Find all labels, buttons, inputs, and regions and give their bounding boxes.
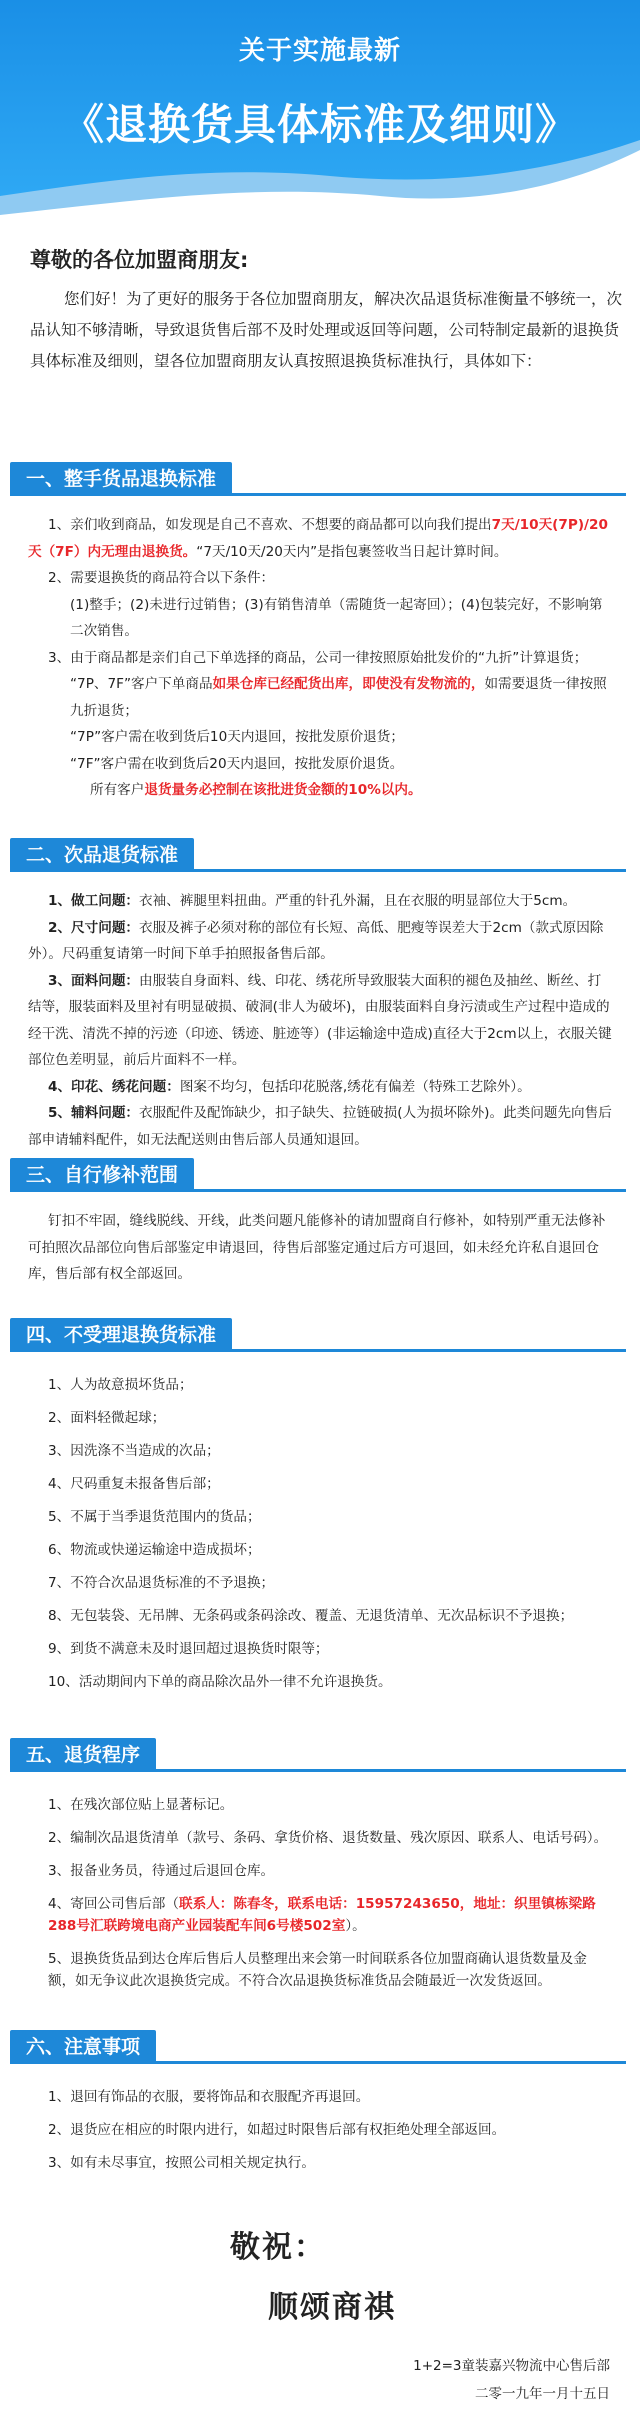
- greeting: 尊敬的各位加盟商朋友:: [30, 248, 249, 272]
- paragraph: “7F”客户需在收到货后20天内退回，按批发原价退货。: [70, 755, 404, 772]
- closing-wish: 敬祝：: [230, 2230, 326, 2265]
- paragraph: 3、面料问题：由服装自身面料、线、印花、绣花所导致服装大面积的褪色及抽丝、断丝、打结等，服装面料及里衬有明显破损、破洞(非人为破坏)，由服装面料自身污渍或生产过程中造成的经干洗、清洗不掉的污迹（印迹、锈迹、脏迹等）(非运输途中造成)直径大于2cm以上，衣服关键部位色差明显，前后片面料不一样。: [28, 972, 612, 1068]
- section-divider: [10, 1769, 626, 1772]
- signature: 1+2=3童装嘉兴物流中心售后部: [413, 2358, 610, 2374]
- page-title: 《退换货具体标准及细则》: [61, 100, 578, 149]
- list-item: 1、人为故意损坏货品；: [48, 1377, 193, 1393]
- list-item: 1、退回有饰品的衣服，要将饰品和衣服配齐再退回。: [48, 2089, 370, 2105]
- section-title: 五、退货程序: [10, 1738, 156, 1772]
- section-defect-standards: [10, 838, 626, 1153]
- section-return-procedure: [10, 1738, 626, 2003]
- section-divider: [10, 2061, 626, 2064]
- list-item: 3、报备业务员，待通过后退回仓库。: [48, 1863, 275, 1879]
- paragraph: 2、需要退换货的商品符合以下条件：: [48, 570, 275, 586]
- paragraph: 1、亲们收到商品，如发现是自己不喜欢、不想要的商品都可以向我们提出7天/10天(7P)/20天（7F）内无理由退换货。“7天/10天/20天内”是指包裹签收当日起计算时间。: [28, 517, 608, 560]
- list-item: 5、不属于当季退货范围内的货品；: [48, 1509, 261, 1525]
- section-divider: [10, 869, 626, 872]
- date: 二零一九年一月十五日: [475, 2386, 610, 2402]
- list-item: 6、物流或快递运输途中造成损坏；: [48, 1542, 261, 1558]
- paragraph: 4、印花、绣花问题：图案不均匀，包括印花脱落,绣花有偏差（特殊工艺除外）。: [48, 1078, 531, 1095]
- paragraph: 所有客户退货量务必控制在该批进货金额的10%以内。: [90, 782, 422, 798]
- list-item: 2、编制次品退货清单（款号、条码、拿货价格、退货数量、残次原因、联系人、电话号码）。: [48, 1830, 608, 1846]
- list-item: 10、活动期间内下单的商品除次品外一律不允许退换货。: [48, 1674, 392, 1690]
- list-item: 1、在残次部位贴上显著标记。: [48, 1797, 234, 1813]
- intro-paragraph: 您们好！为了更好的服务于各位加盟商朋友，解决次品退货标准衡量不够统一，次品认知不够清晰，导致退货售后部不及时处理或返回等问题，公司特制定最新的退换货具体标准及细则，望各位加盟商朋友认真按照退换货标准执行，具体如下：: [30, 290, 623, 370]
- section-title: 四、不受理退换货标准: [10, 1318, 232, 1352]
- section-whole-item-returns: [10, 462, 626, 804]
- list-item: 9、到货不满意未及时退回超过退换货时限等；: [48, 1641, 329, 1657]
- header-banner: [0, 0, 640, 215]
- paragraph: 5、辅料问题：衣服配件及配饰缺少，扣子缺失、拉链破损(人为损坏除外)。此类问题先向售后部申请辅料配件，如无法配送则由售后部人员通知退回。: [28, 1105, 612, 1148]
- list-item: 3、因洗涤不当造成的次品；: [48, 1443, 220, 1459]
- paragraph: 1、做工问题：衣袖、裤腿里料扭曲。严重的针孔外漏，且在衣服的明显部位大于5cm。: [48, 893, 577, 909]
- section-title: 二、次品退货标准: [10, 838, 194, 872]
- section-not-accepted: [10, 1318, 626, 1704]
- header-subtitle: 关于实施最新: [238, 36, 401, 66]
- section-divider: [10, 1189, 626, 1192]
- section-divider: [10, 493, 626, 496]
- list-item: 3、如有未尽事宜，按照公司相关规定执行。: [48, 2155, 315, 2171]
- section-title: 六、注意事项: [10, 2030, 156, 2064]
- paragraph: “7P、7F”客户下单商品如果仓库已经配货出库，即使没有发物流的，如需要退货一律按照九折退货；: [70, 676, 607, 719]
- list-item: 8、无包装袋、无吊牌、无条码或条码涂改、覆盖、无退货清单、无次品标识不予退换；: [48, 1608, 574, 1624]
- paragraph: “7P”客户需在收到货后10天内退回，按批发原价退货；: [70, 729, 404, 745]
- list-item: 4、寄回公司售后部（联系人：陈春冬，联系电话：15957243650，地址：织里镇栋梁路288号汇联跨境电商产业园装配车间6号楼502室）。: [48, 1896, 596, 1934]
- list-item: 7、不符合次品退货标准的不予退换；: [48, 1575, 275, 1591]
- section-divider: [10, 1349, 626, 1352]
- section-title: 三、自行修补范围: [10, 1158, 194, 1192]
- list-item: 2、面料轻微起球；: [48, 1410, 166, 1426]
- paragraph: (1)整手；(2)未进行过销售；(3)有销售清单（需随货一起寄回）；(4)包装完好，不影响第二次销售。: [70, 596, 603, 639]
- section-notes: [10, 2030, 626, 2185]
- section-title: 一、整手货品退换标准: [10, 462, 232, 496]
- paragraph: 钉扣不牢固，缝线脱线、开线，此类问题凡能修补的请加盟商自行修补，如特别严重无法修补可拍照次品部位向售后部鉴定申请退回，待售后部鉴定通过后方可退回，如未经允许私自退回仓库，售后部有权全部返回。: [28, 1213, 606, 1282]
- list-item: 4、尺码重复未报备售后部；: [48, 1476, 220, 1492]
- signature-block: [413, 2352, 610, 2408]
- section-self-repair: [10, 1158, 626, 1288]
- closing-regards: 顺颂商祺: [268, 2290, 396, 2325]
- paragraph: 3、由于商品都是亲们自己下单选择的商品，公司一律按照原始批发价的“九折”计算退货；: [48, 649, 588, 666]
- list-item: 2、退货应在相应的时限内进行，如超过时限售后部有权拒绝处理全部返回。: [48, 2122, 506, 2138]
- list-item: 5、退换货货品到达仓库后售后人员整理出来会第一时间联系各位加盟商确认退货数量及金额，如无争议此次退换货完成。不符合次品退换货标准货品会随最近一次发货返回。: [48, 1951, 587, 1989]
- paragraph: 2、尺寸问题：衣服及裤子必须对称的部位有长短、高低、肥瘦等误差大于2cm（款式原因除外）。尺码重复请第一时间下单手拍照报备售后部。: [28, 919, 604, 962]
